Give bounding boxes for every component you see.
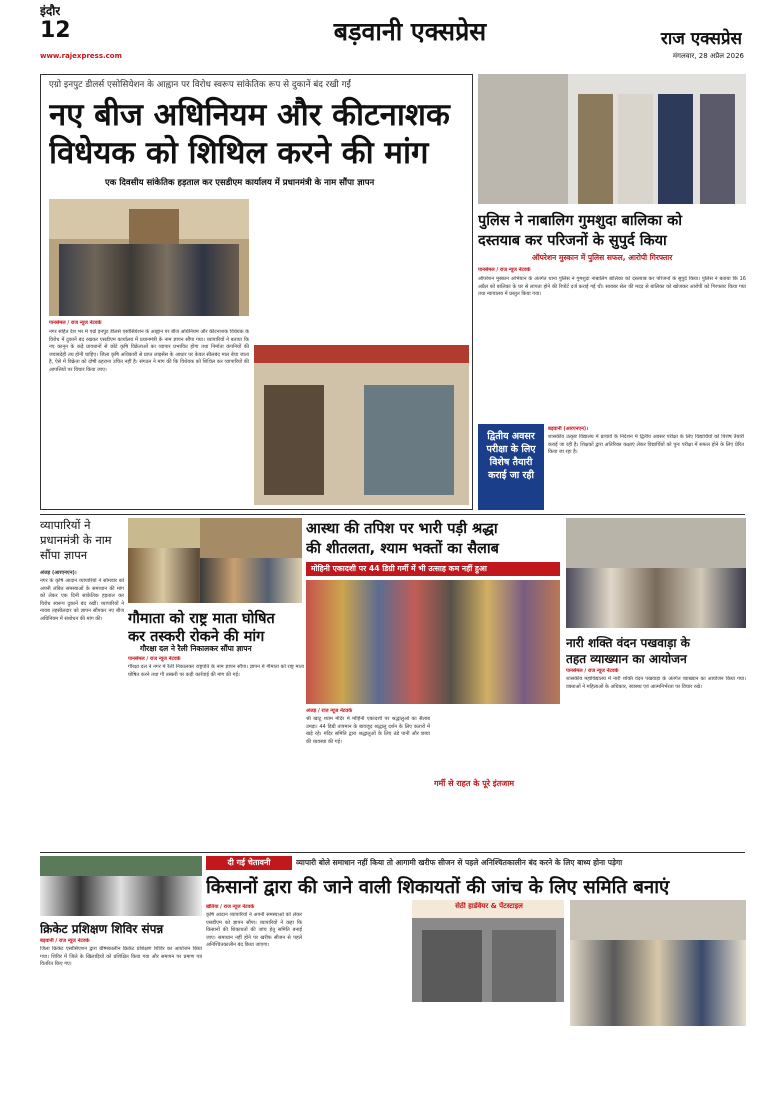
s8-body-col4 (570, 1030, 746, 1088)
s6-deck: गौरक्षा दल ने रैली निकालकर सौंपा ज्ञापन (140, 644, 252, 653)
s6-byline: पानसेमल / राज न्यूज नेटवर्क (128, 656, 181, 662)
s5-byline: अंजड़ / राज न्यूज नेटवर्क (306, 708, 353, 714)
s7-body: शासकीय महाविद्यालय में नारी शक्ति वंदन पखवाड़ा के अंतर्गत व्याख्यान का आयोजन किया गया। वक्ताओं ने महिलाओं के अधिकार, स्वास्थ्य एवं आत्मनिर्भरता पर विचार रखे। (566, 676, 746, 690)
header-page-number: 12 (40, 18, 71, 43)
s7-photo-lecture (566, 518, 746, 628)
story-cricket-camp (40, 856, 202, 1092)
s8-photo-memo (570, 900, 746, 1026)
s2-headline-line1: पुलिस ने नाबालिग गुमशुदा बालिका को (478, 213, 683, 229)
s8-kicker: व्यापारी बोले समाधान नहीं किया तो आगामी खरीफ सीजन से पहले अनिश्चितकालीन बंद करने के लिए बाध्य होना पड़ेगा (296, 858, 623, 867)
masthead: बड़वानी एक्सप्रेस (333, 17, 487, 46)
header-website[interactable]: www.rajexpress.com (40, 52, 122, 60)
header-date: मंगलवार, 28 अप्रैल 2026 (672, 52, 744, 60)
story-second-chance-exam (478, 424, 746, 510)
s1-kicker: एग्रो इनपुट डीलर्स एसोसियेशन के आह्वान पर विरोध स्वरूप सांकेतिक रूप से दुकानें बंद रखी गईं (49, 80, 351, 90)
story-kharif-committee (206, 856, 746, 1092)
s6-photo-group (200, 518, 302, 603)
s4-headline: व्यापारियों ने प्रधानमंत्री के नाम सौंपा ज्ञापन (40, 518, 112, 562)
s1-body: नगर सहित देश भर में एग्रो इनपुट डीलर्स एसोसियेशन के आह्वान पर बीज अधिनियम और कीटनाशक विधेयक के विरोध में दुकानें बंद रखकर एसडीएम कार्यालय में प्रधानमंत्री के नाम ज्ञापन सौंपा गया। व्यापारियों ने बताया कि नए कानून के कड़े प्रावधानों से छोटे कृषि विक्रेताओं का व्यापार प्रभावित होगा तथा निर्माता कंपनियों की जवाबदेही तय होनी चाहिए। जिला कृषि अधिकारी से प्राप्त लाइसेंस के आधार पर केवल सीलबंद माल बेचा जाता है, ऐसे में विक्रेता को दोषी ठहराना उचित नहीं है। संगठन ने मांग की कि विधेयक को शिथिल कर व्यापारियों की आपत्तियों पर विचार किया जाए। (49, 329, 249, 373)
s6-headline-line2: कर तस्करी रोकने की मांग (128, 629, 265, 645)
s1-body-col2 (254, 199, 469, 339)
s8-body-col3 (412, 1006, 564, 1088)
s1-photo-protest (49, 199, 249, 316)
story-traders-memo (40, 518, 124, 848)
s9-byline: बड़वानी / राज न्यूज नेटवर्क (40, 938, 90, 944)
s5-deck: मोहिनी एकादशी पर 44 डिग्री गर्मी में भी उत्साह कम नहीं हुआ (306, 562, 560, 576)
s5-body-col2 (434, 708, 560, 774)
s5-photo-crowd (306, 580, 560, 704)
s2-byline: पानसेमल / राज न्यूज नेटवर्क (478, 267, 531, 273)
s1-deck: एक दिवसीय सांकेतिक हड़ताल कर एसडीएम कार्यालय में प्रधानमंत्री के नाम सौंपा ज्ञापन (99, 176, 473, 191)
s5-headline-line2: की शीतलता, श्याम भक्तों का सैलाब (306, 541, 499, 557)
s4-byline: अंजड़ (आरएनएन)। (40, 570, 77, 576)
story-missing-girl (478, 74, 746, 374)
s7-headline-line1: नारी शक्ति वंदन पखवाड़ा के (566, 636, 690, 650)
brand-name: राज एक्सप्रेस (660, 29, 742, 49)
s1-headline-line2: विधेयक को शिथिल करने की मांग (49, 135, 429, 171)
s6-headline-line1: गौमाता को राष्ट्र माता घोषित (128, 611, 275, 627)
s1-photo-shop (254, 345, 469, 505)
s3-byline: बड़वानी (आरएनएन)। (548, 426, 589, 432)
s4-body: नगर के कृषि आदान व्यापारियों ने सोमवार को अपनी लंबित समस्याओं के समाधान की मांग को लेकर एक दिनी सांकेतिक हड़ताल कर विरोध स्वरूप दुकानें बंद रखीं। व्यापारियों ने नायब तहसीलदार को ज्ञापन सौंपकर नए बीज अधिनियम में संशोधन की मांग की। (40, 578, 124, 622)
s8-body: कृषि आदान व्यापारियों ने अपनी समस्याओं को लेकर एसडीएम को ज्ञापन सौंपा। व्यापारियों ने कहा कि किसानों की शिकायतों की जांच हेतु समिति बनाई जाए। समाधान नहीं होने पर खरीफ सीजन से पहले अनिश्चितकालीन बंद किया जाएगा। (206, 912, 302, 949)
s1-byline: पानसेमल / राज न्यूज नेटवर्क (49, 320, 102, 326)
header-city: इंदौर (40, 4, 61, 18)
s9-photo-cricket (40, 856, 202, 916)
story-shyam-devotees (306, 518, 560, 848)
s2-deck: ऑपरेशन मुस्कान में पुलिस सफल, आरोपी गिरफ्तार (528, 251, 746, 264)
s7-headline-line2: तहत व्याख्यान का आयोजन (566, 652, 687, 666)
s7-byline: पानसेमल / राज न्यूज नेटवर्क (566, 668, 619, 674)
story-nari-shakti (566, 518, 746, 848)
s9-headline: क्रिकेट प्रशिक्षण शिविर संपन्न (40, 922, 164, 936)
s3-box: द्वितीय अवसर परीक्षा के लिए विशेष तैयारी कराई जा रही (478, 424, 544, 510)
s8-shop-sign: सेठी हार्डवेयर & पेंटस्टाइल (455, 902, 523, 910)
s5-headline-line1: आस्था की तपिश पर भारी पड़ी श्रद्धा (306, 521, 498, 537)
s2-body: ऑपरेशन मुस्कान अभियान के अंतर्गत थाना पुलिस ने गुमशुदा नाबालिग बालिका को दस्तयाब कर परिजनों के सुपुर्द किया। पुलिस ने बताया कि 16 अप्रैल को बालिका के घर से लापता होने की रिपोर्ट दर्ज कराई गई थी। सायबर सेल की मदद से बालिका को खोजकर आरोपी को गिरफ्तार किया गया तथा न्यायालय में प्रस्तुत किया गया। (478, 276, 746, 298)
s6-body: गौरक्षा दल ने नगर में रैली निकालकर राष्ट्रपति के नाम ज्ञापन सौंपा। ज्ञापन में गौमाता को राष्ट्र माता घोषित करने तथा गौ तस्करी पर कड़ी कार्रवाई की मांग की गई। (128, 664, 304, 678)
s5-body: श्री खाटू श्याम मंदिर में मोहिनी एकादशी पर श्रद्धालुओं का सैलाब उमड़ा। 44 डिग्री तापमान के बावजूद श्रद्धालु दर्शन के लिए कतारों में खड़े रहे। मंदिर समिति द्वारा श्रद्धालुओं के लिए ठंडे पानी और छाया की व्यवस्था की गई। (306, 716, 430, 745)
story-agro-dealers (40, 74, 473, 510)
s5-subhead: गर्मी से राहत के पूरे इंतजाम (434, 779, 515, 788)
s8-body-col2 (308, 904, 406, 1088)
header (0, 0, 778, 62)
s8-headline: किसानों द्वारा की जाने वाली शिकायतों की जांच के लिए समिति बनाएं (206, 877, 670, 898)
s3-body: शासकीय उत्कृष्ट विद्यालय में प्राचार्य के निर्देशन में द्वितीय अवसर परीक्षा के लिए विद्यार्थियों को विशेष तैयारी कराई जा रही है। शिक्षकों द्वारा अतिरिक्त कक्षाएं लेकर विद्यार्थियों को पुनः परीक्षा में सफल होने के लिए प्रेरित किया जा रहा है। (548, 434, 744, 456)
s8-tag: दी गई चेतावनी (206, 856, 292, 870)
s8-photo-shops (412, 900, 564, 1002)
s9-body: जिला क्रिकेट एसोसिएशन द्वारा ग्रीष्मकालीन क्रिकेट प्रशिक्षण शिविर का आयोजन किया गया। शिविर में जिले के खिलाड़ियों को प्रशिक्षित किया गया और समापन पर प्रमाण पत्र वितरित किए गए। (40, 946, 202, 968)
s2-photo-police (478, 74, 746, 204)
s8-byline: खेतिया / राज न्यूज नेटवर्क (206, 904, 255, 910)
s1-headline-line1: नए बीज अधिनियम और कीटनाशक (49, 97, 450, 133)
s2-headline-line2: दस्तयाब कर परिजनों के सुपुर्द किया (478, 233, 667, 249)
